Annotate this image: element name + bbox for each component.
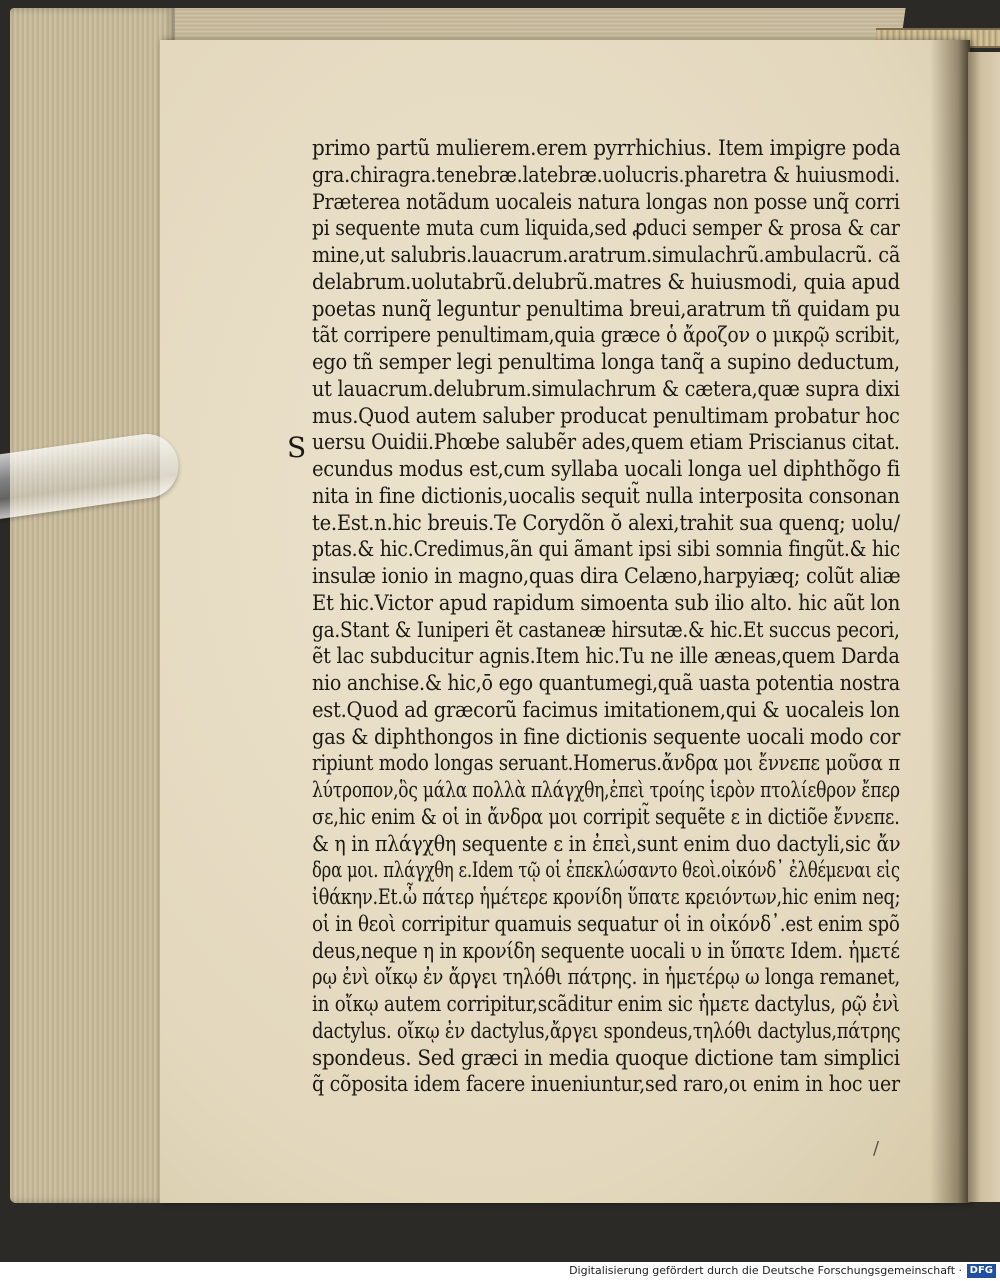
text-line: Et hic.Victor apud rapidum simoenta sub ilio alto. hic aũt lon: [312, 590, 901, 616]
text-line: ἰθάκην.Et.ὦ πάτερ ἡμέτερε κρονίδη ὕπατε κρειόντων,hic enim neq;: [312, 885, 901, 910]
initial-letter: S: [287, 431, 307, 464]
text-line: delabrum.uolutabrũ.delubrũ.matres & huiusmodi, quia apud: [312, 269, 900, 295]
text-line: ripiunt modo longas seruant.Homerus.ἄνδρα μοι ἔννεπε μοῦσα π: [312, 751, 900, 777]
text-line: ρῳ ἐνὶ οἴκῳ ἐν ἄργει τηλόθι πάτρης. in ἡμετέρῳ ω longa remanet,: [312, 965, 900, 991]
text-line: tãt corripere penultimam,quia græce ὁ ἄροζον ο μικρῷ scribit,: [312, 323, 901, 349]
text-line: δρα μοι. πλάγχθη ε.Idem τῷ οἱ ἐπεκλώσαντο θεοὶ.οἰκόνδ᾽ ἐλθέμεναι εἰς: [312, 858, 900, 884]
footer-credit: Digitalisierung gefördert durch die Deutsche Forschungsgemeinschaft ·: [569, 1264, 962, 1277]
text-line: & η in πλάγχθη sequente ε in ἐπεὶ,sunt enim duo dactyli,sic ἄν: [312, 831, 901, 857]
text-line: ut lauacrum.delubrum.simulachrum & cætera,quæ supra dixi: [312, 376, 900, 402]
text-line: ẽt lac subducitur agnis.Item hic.Tu ne ille æneas,quem Darda: [312, 644, 900, 670]
text-line: in οἴκῳ autem corripitur,scãditur enim sic ἡμετε dactylus, ρῷ ἐνὶ: [312, 992, 900, 1017]
text-line: dactylus. οἴκῳ ἐν dactylus,ἄργει spondeus,τηλόθι dactylus,πάτρης: [312, 1018, 901, 1044]
text-line: σε,hic enim & οἱ in ἄνδρα μοι corripit̃ sequẽte ε in dictiõe ἔννεπε.: [312, 804, 900, 830]
text-line: ego tñ semper legi penultima longa tanq̃ a supino deductum,: [312, 350, 900, 375]
text-line: pi sequente muta cum liquida,sed ꝓduci semper & prosa & car: [312, 216, 900, 242]
text-line: uersu Ouidii.Phœbe salubẽr ades,quem etiam Priscianus citat.: [312, 430, 900, 456]
page-gutter: [930, 40, 970, 1203]
text-line: spondeus. Sed græci in media quoque dictione tam simplici: [312, 1045, 900, 1071]
text-line: insulæ ionio in magno,quas dira Celæno,harpyiæq; colũt aliæ: [312, 564, 901, 589]
text-line: nita in fine dictionis,uocalis sequit̃ nulla interposita consonan: [312, 483, 900, 509]
text-line: ecundus modus est,cum syllaba uocali longa uel diphthõgo fi: [312, 457, 900, 482]
text-line: Præterea notãdum uocaleis natura longas non posse unq̃ corri: [312, 189, 900, 215]
text-line: ptas.& hic.Credimus,ãn qui ãmant ipsi sibi somnia fingũt.& hic: [312, 537, 900, 563]
text-line: poetas nunq̃ leguntur penultima breui,aratrum tñ quidam pu: [312, 296, 901, 322]
text-line: gra.chiragra.tenebræ.latebræ.uolucris.pharetra & huiusmodi.: [312, 162, 901, 188]
text-line: q̃ cõposita idem facere inueniuntur,sed raro,οι enim in hoc uer: [312, 1072, 900, 1098]
margin-mark: /: [873, 1138, 880, 1159]
text-line: ga.Stant & Iuniperi ẽt castaneæ hirsutæ.& hic.Et succus pecori,: [312, 617, 900, 643]
text-line: οἱ in θεοὶ corripitur quamuis sequatur οἱ in οἰκόνδ᾽.est enim spõ: [312, 911, 900, 937]
text-line: nio anchise.& hic,ō ego quantumegi,quã uasta potentia nostra: [312, 671, 900, 696]
dfg-logo: DFG: [967, 1264, 996, 1278]
page-edges-left: [10, 8, 175, 1203]
text-line: te.Est.n.hic breuis.Te Corydõn ŏ alexi,trahit sua quenq; uolu/: [312, 510, 900, 536]
facing-page-edge: [968, 52, 1000, 1202]
text-line: primo partũ mulierem.erem pyrrhichius. Item impigre poda: [312, 136, 901, 161]
text-line: mus.Quod autem saluber producat penultimam probatur hoc: [312, 403, 900, 429]
text-line: mine,ut salubris.lauacrum.aratrum.simulachrũ.ambulacrũ. cã: [312, 243, 901, 268]
page-text: [312, 136, 902, 1099]
text-line: gas & diphthongos in fine dictionis sequente uocali modo cor: [312, 724, 901, 750]
text-line: deus,neque η in κρονίδη sequente uocali υ in ὕπατε Idem. ἡμετέ: [312, 938, 900, 964]
text-line: λύτροπον,ὃς μάλα πολλὰ πλάγχθη,ἐπεὶ τροίης ἱερὸν πτολίεθρον ἔπερ: [312, 778, 900, 803]
text-line: est.Quod ad græcorũ facimus imitationem,qui & uocaleis lon: [312, 697, 900, 723]
